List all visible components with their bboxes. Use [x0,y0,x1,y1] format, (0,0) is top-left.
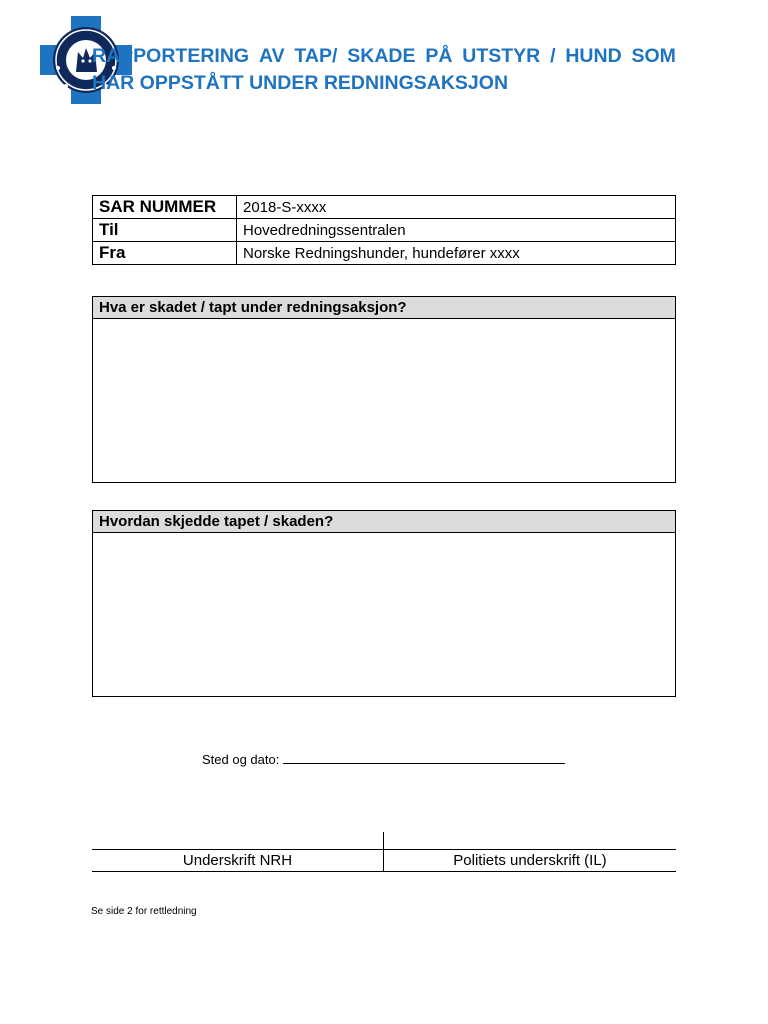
title-word: TAP/ [294,45,338,67]
footnote: Se side 2 for rettledning [91,906,197,917]
police-signature-label: Politiets underskrift (IL) [453,852,607,869]
damage-description-field[interactable] [93,319,675,482]
to-label: Til [93,219,237,242]
sar-number-label: SAR NUMMER [93,196,237,219]
damage-section-heading: Hva er skadet / tapt under redningsaksjon? [93,297,675,319]
title-word: PÅ [425,45,453,67]
damage-section [92,296,676,483]
title-word: SOM [631,45,676,67]
table-row [93,219,676,242]
document-title [92,43,676,97]
signature-bottom-rule [92,871,676,872]
nrh-signature-label: Underskrift NRH [182,852,293,869]
title-word: HUND [565,45,622,67]
from-label: Fra [93,242,237,265]
from-value[interactable]: Norske Redningshunder, hundefører xxxx [237,242,676,265]
how-section-heading: Hvordan skjedde tapet / skaden? [93,511,675,533]
how-description-field[interactable] [93,533,675,696]
title-word: RAPPORTERING [92,45,250,67]
title-word: UTSTYR [462,45,541,67]
sar-number-value[interactable]: 2018-S-xxxx [237,196,676,219]
place-date-label: Sted og dato: [202,752,280,767]
place-date-line[interactable] [283,751,565,764]
place-date-row [202,751,565,767]
to-value[interactable]: Hovedredningssentralen [237,219,676,242]
title-line-2: HAR OPPSTÅTT UNDER REDNINGSAKSJON [92,72,509,94]
title-line-1 [92,43,676,70]
info-table [92,195,676,265]
how-section [92,510,676,697]
table-row [93,196,676,219]
title-word: / [550,45,556,67]
title-word: SKADE [347,45,416,67]
title-word: AV [258,45,285,67]
table-row [93,242,676,265]
